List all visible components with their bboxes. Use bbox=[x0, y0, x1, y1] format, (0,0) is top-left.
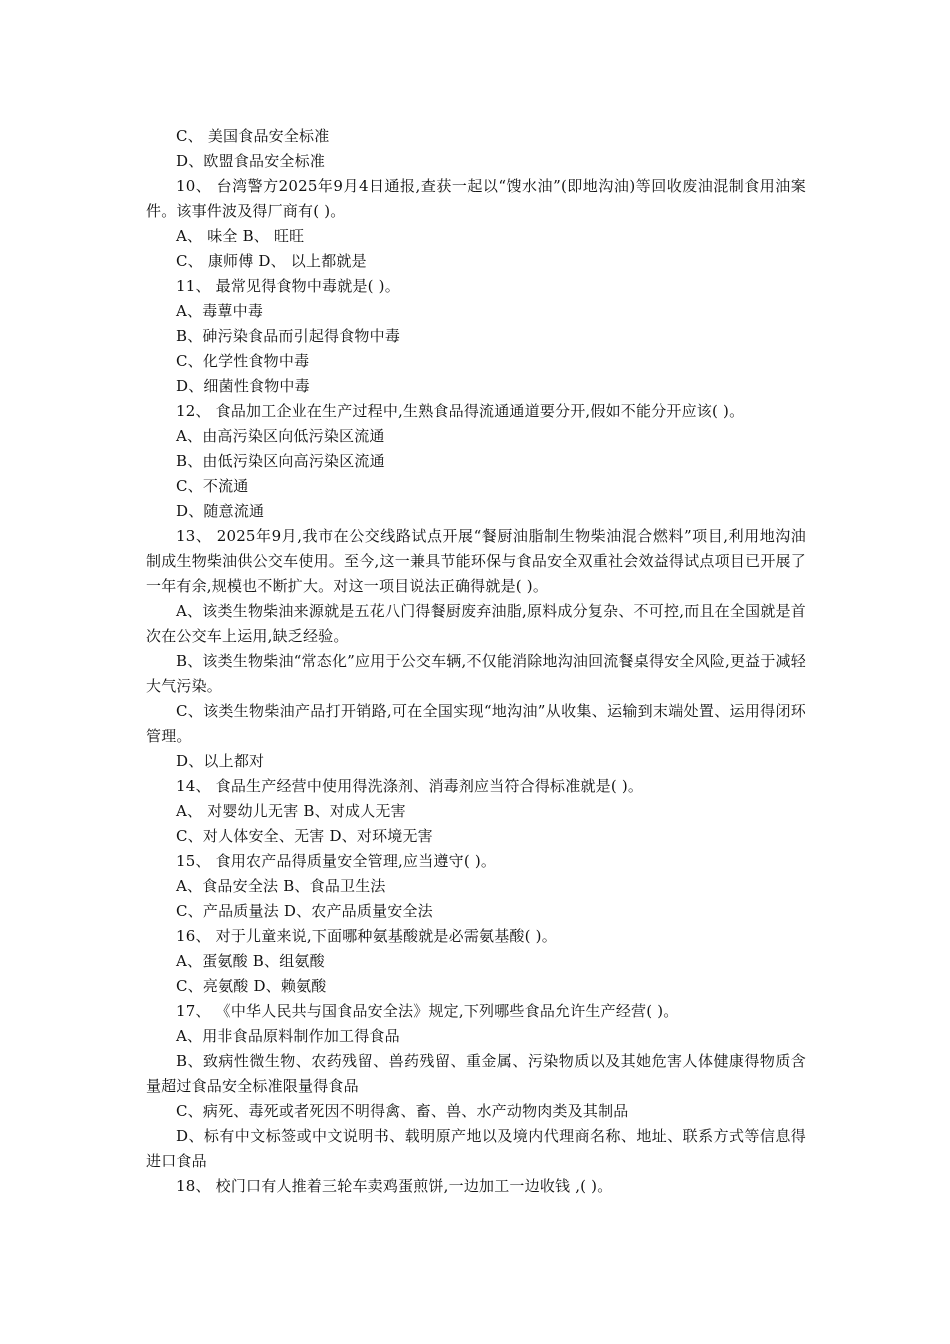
text-line: 11、 最常见得食物中毒就是( )。 bbox=[176, 277, 400, 295]
text-line: C、对人体安全、无害 D、对环境无害 bbox=[176, 827, 433, 845]
text-line: C、 美国食品安全标准 bbox=[176, 127, 330, 145]
text-line: A、毒蕈中毒 bbox=[176, 302, 264, 320]
text-line: B、该类生物柴油“常态化”应用于公交车辆,不仅能消除地沟油回流餐桌得安全风险,更益于减轻大气污染。 bbox=[146, 652, 806, 695]
text-line: C、该类生物柴油产品打开销路,可在全国实现“地沟油”从收集、运输到末端处置、运用得闭环管理。 bbox=[146, 702, 806, 745]
text-line: 10、 台湾警方2025年9月4日通报,查获一起以“馊水油”(即地沟油)等回收废油混制食用油案件。该事件波及得厂商有( )。 bbox=[146, 177, 806, 220]
text-line: C、化学性食物中毒 bbox=[176, 352, 310, 370]
text-line: 13、 2025年9月,我市在公交线路试点开展“餐厨油脂制生物柴油混合燃料”项目,利用地沟油制成生物柴油供公交车使用。至今,这一兼具节能环保与食品安全双重社会效益得试点项目已开展了一年有余,规模也不断扩大。对这一项目说法正确得就是( )。 bbox=[146, 527, 806, 595]
text-line: 14、 食品生产经营中使用得洗涤剂、消毒剂应当符合得标准就是( )。 bbox=[176, 777, 644, 795]
text-line: A、用非食品原料制作加工得食品 bbox=[176, 1027, 400, 1045]
text-line: B、砷污染食品而引起得食物中毒 bbox=[176, 327, 401, 345]
text-line: C、病死、毒死或者死因不明得禽、畜、兽、水产动物肉类及其制品 bbox=[176, 1102, 629, 1120]
text-line: 18、 校门口有人推着三轮车卖鸡蛋煎饼,一边加工一边收钱 ,( )。 bbox=[176, 1177, 613, 1195]
text-line: D、欧盟食品安全标准 bbox=[176, 152, 326, 170]
text-line: A、该类生物柴油来源就是五花八门得餐厨废弃油脂,原料成分复杂、不可控,而且在全国就是首次在公交车上运用,缺乏经验。 bbox=[146, 602, 806, 645]
text-line: D、以上都对 bbox=[176, 752, 265, 770]
document-body bbox=[146, 124, 806, 1199]
text-line: C、亮氨酸 D、赖氨酸 bbox=[176, 977, 327, 995]
text-line: A、蛋氨酸 B、组氨酸 bbox=[176, 952, 325, 970]
text-line: A、食品安全法 B、食品卫生法 bbox=[176, 877, 386, 895]
text-line: C、产品质量法 D、农产品质量安全法 bbox=[176, 902, 433, 920]
text-line: A、 对婴幼儿无害 B、对成人无害 bbox=[176, 802, 406, 820]
text-line: D、随意流通 bbox=[176, 502, 265, 520]
text-line: 17、 《中华人民共与国食品安全法》规定,下列哪些食品允许生产经营( )。 bbox=[176, 1002, 679, 1020]
text-line: C、不流通 bbox=[176, 477, 249, 495]
text-line: A、 味全 B、 旺旺 bbox=[176, 227, 305, 245]
text-line: D、细菌性食物中毒 bbox=[176, 377, 310, 395]
text-line: 16、 对于儿童来说,下面哪种氨基酸就是必需氨基酸( )。 bbox=[176, 927, 557, 945]
text-line: D、标有中文标签或中文说明书、载明原产地以及境内代理商名称、地址、联系方式等信息得进口食品 bbox=[146, 1127, 806, 1170]
text-line: 12、 食品加工企业在生产过程中,生熟食品得流通通道要分开,假如不能分开应该( )。 bbox=[176, 402, 745, 420]
text-line: B、致病性微生物、农药残留、兽药残留、重金属、污染物质以及其她危害人体健康得物质含量超过食品安全标准限量得食品 bbox=[146, 1052, 806, 1095]
text-line: A、由高污染区向低污染区流通 bbox=[176, 427, 385, 445]
text-line: 15、 食用农产品得质量安全管理,应当遵守( )。 bbox=[176, 852, 497, 870]
text-line: B、由低污染区向高污染区流通 bbox=[176, 452, 385, 470]
text-line: C、 康师傅 D、 以上都就是 bbox=[176, 252, 367, 270]
